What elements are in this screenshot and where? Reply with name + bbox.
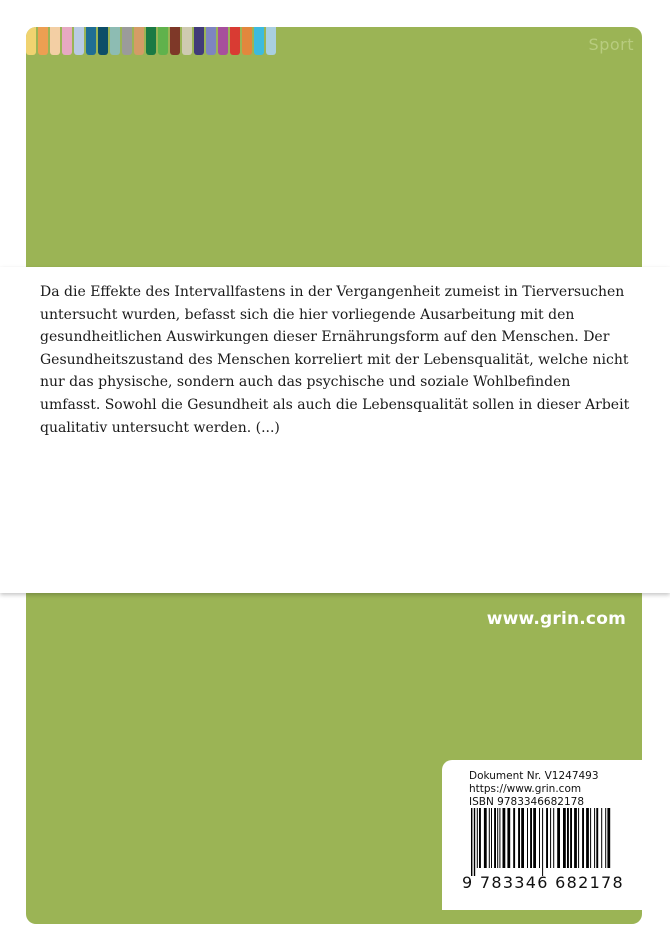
barcode-bar (521, 808, 524, 868)
barcode-bar (563, 808, 566, 868)
barcode-bar (479, 808, 481, 868)
publisher-website: www.grin.com (486, 609, 626, 629)
color-tab (134, 27, 144, 55)
color-tab (26, 27, 36, 55)
barcode-bar (494, 808, 496, 868)
color-tab (50, 27, 60, 55)
color-tab (218, 27, 228, 55)
barcode-bar (601, 808, 602, 868)
abstract-text: Da die Effekte des Intervallfastens in der Vergangenheit zumeist in Tierversuchen untersucht wurden, befasst sich die hier vorliegende Ausarbeitung mit den gesundheitlichen Auswirkungen dieser Ernährungsform auf den Menschen. Der Gesundheitszustand des Menschen korreliert mit der Lebensqualität, welche nicht nur das physische, sondern auch das psychische und soziale Wohlbefinden umfasst. Sowohl die Gesundheit als auch die Lebensqualität sollen in dieser Arbeit qualitativ untersucht werden. (...) (40, 284, 630, 436)
barcode-bar (513, 808, 515, 868)
barcode-bar (574, 808, 577, 868)
document-number: Dokument Nr. V1247493 (469, 770, 599, 782)
color-tab (98, 27, 108, 55)
color-tab (38, 27, 48, 55)
abstract-panel (0, 267, 670, 593)
barcode-bar (582, 808, 584, 868)
color-tab (158, 27, 168, 55)
barcode-bar (567, 808, 569, 868)
barcode-bar (518, 808, 520, 868)
color-tab (182, 27, 192, 55)
barcode-bar (474, 808, 475, 876)
barcode-bar (590, 808, 591, 868)
isbn-label: ISBN 9783346682178 (469, 796, 585, 808)
barcode-bar (607, 808, 610, 868)
color-tab (194, 27, 204, 55)
barcode-bar (550, 808, 551, 868)
color-tab (146, 27, 156, 55)
barcode-bar (557, 808, 560, 868)
barcode-bar (586, 808, 589, 868)
color-tabs (26, 27, 278, 57)
barcode-bar (596, 808, 598, 868)
barcode-bar (578, 808, 579, 868)
color-tab (266, 27, 276, 55)
color-tab (74, 27, 84, 55)
color-tab (110, 27, 120, 55)
barcode-bar (533, 808, 536, 868)
barcode-bar (527, 808, 528, 868)
color-tab (62, 27, 72, 55)
barcode-bar (484, 808, 487, 868)
barcode-bar (553, 808, 554, 868)
barcode-bar (594, 808, 595, 868)
barcode-bar (471, 808, 472, 876)
isbn-barcode (471, 808, 616, 876)
barcode-bar (489, 808, 490, 868)
document-url: https://www.grin.com (469, 783, 582, 795)
barcode-bar (539, 808, 540, 868)
color-tab (242, 27, 252, 55)
barcode-bar (491, 808, 492, 868)
color-tab (230, 27, 240, 55)
barcode-bar (546, 808, 548, 868)
barcode-bar (507, 808, 510, 868)
barcode-bar (542, 808, 543, 876)
barcode-bar (497, 808, 498, 868)
color-tab (86, 27, 96, 55)
isbn-digits: 9 783346 682178 (462, 873, 625, 892)
barcode-bar (477, 808, 478, 868)
color-tab (122, 27, 132, 55)
category-label: Sport (588, 35, 634, 54)
barcode-bar (570, 808, 572, 868)
barcode-bar (530, 808, 532, 868)
barcode-bar (605, 808, 606, 868)
barcode-bar (503, 808, 506, 868)
color-tab (254, 27, 264, 55)
color-tab (206, 27, 216, 55)
barcode-box (442, 760, 642, 910)
barcode-bar (499, 808, 500, 868)
color-tab (170, 27, 180, 55)
